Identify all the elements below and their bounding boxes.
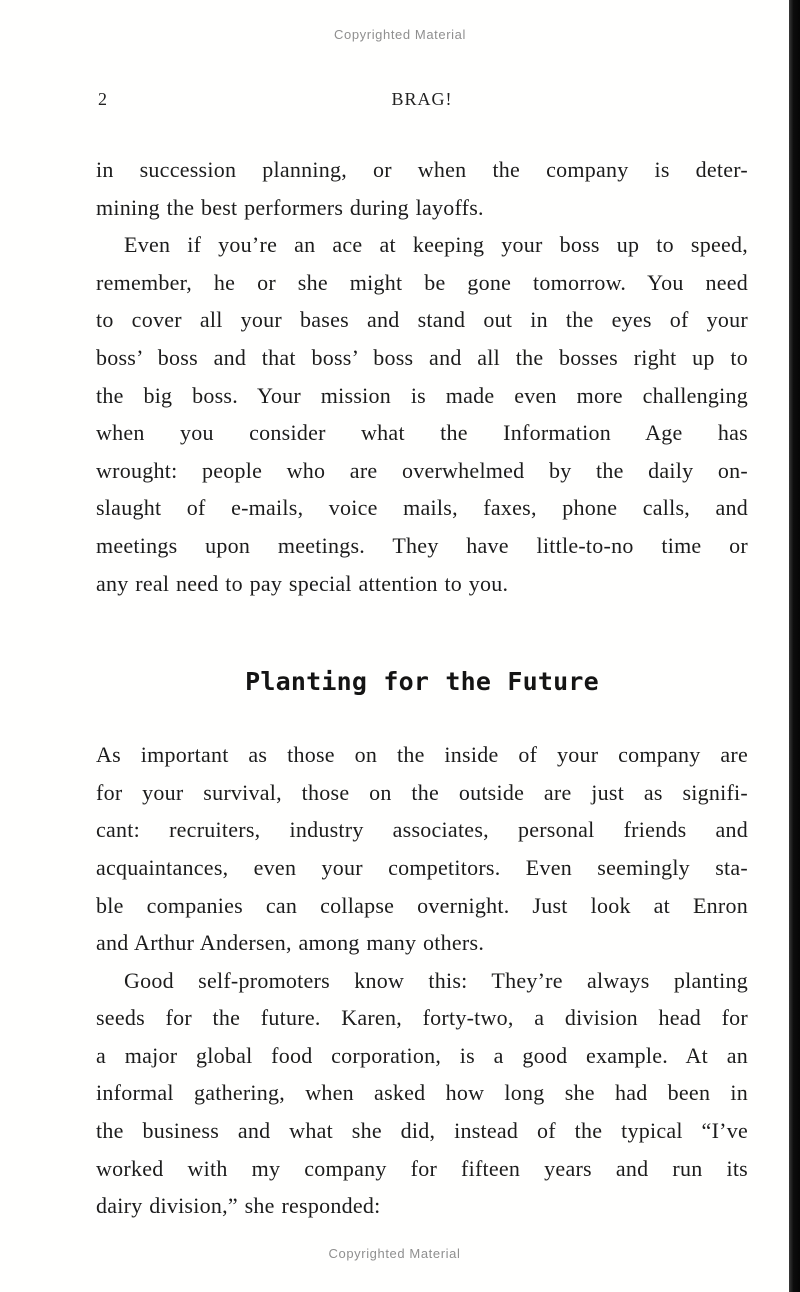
text-line: to cover all your bases and stand out in the eyes of your bbox=[96, 307, 748, 333]
text-line: any real need to pay special attention to you. bbox=[96, 570, 509, 596]
page-body bbox=[96, 151, 748, 1225]
text-line: dairy division,” she responded: bbox=[96, 1193, 381, 1219]
text-line: acquaintances, even your competitors. Even seemingly sta- bbox=[96, 854, 748, 880]
running-title: BRAG! bbox=[391, 89, 453, 109]
section-heading: Planting for the Future bbox=[245, 667, 599, 697]
text-line: wrought: people who are overwhelmed by the daily on- bbox=[96, 457, 748, 483]
text-line: a major global food corporation, is a good example. At an bbox=[96, 1042, 748, 1068]
text-line: seeds for the future. Karen, forty-two, a division head for bbox=[96, 1005, 748, 1031]
text-line: and Arthur Andersen, among many others. bbox=[96, 930, 485, 956]
page-number: 2 bbox=[98, 89, 107, 109]
copyright-notice-bottom: Copyrighted Material bbox=[328, 1246, 461, 1261]
text-line: meetings upon meetings. They have little-to-no time or bbox=[96, 532, 748, 558]
text-line: cant: recruiters, industry associates, personal friends and bbox=[96, 817, 748, 843]
text-line: for your survival, those on the outside are just as signifi- bbox=[96, 779, 748, 805]
text-line: Even if you’re an ace at keeping your boss up to speed, bbox=[124, 232, 748, 258]
text-line: the big boss. Your mission is made even more challenging bbox=[96, 382, 748, 408]
text-line: As important as those on the inside of your company are bbox=[96, 742, 748, 768]
text-line: slaught of e-mails, voice mails, faxes, phone calls, and bbox=[96, 495, 748, 521]
paragraph bbox=[96, 226, 748, 602]
scan-edge-strip bbox=[789, 0, 800, 1292]
text-line: in succession planning, or when the company is deter- bbox=[96, 157, 748, 182]
page-header bbox=[96, 89, 748, 113]
text-line: informal gathering, when asked how long she had been in bbox=[96, 1080, 748, 1106]
text-line: ble companies can collapse overnight. Just look at Enron bbox=[96, 892, 748, 918]
paragraph bbox=[96, 962, 748, 1225]
text-line: Good self-promoters know this: They’re always planting bbox=[124, 967, 748, 993]
text-line: mining the best performers during layoffs. bbox=[96, 194, 484, 220]
paragraph bbox=[96, 151, 748, 226]
text-line: when you consider what the Information Age has bbox=[96, 420, 748, 446]
text-line: the business and what she did, instead of the typical “I’ve bbox=[96, 1118, 748, 1144]
paragraph bbox=[96, 736, 748, 962]
text-line: boss’ boss and that boss’ boss and all the bosses right up to bbox=[96, 344, 748, 370]
text-line: remember, he or she might be gone tomorrow. You need bbox=[96, 269, 748, 295]
text-line: worked with my company for fifteen years and run its bbox=[96, 1155, 748, 1181]
copyright-notice-top: Copyrighted Material bbox=[334, 27, 466, 42]
